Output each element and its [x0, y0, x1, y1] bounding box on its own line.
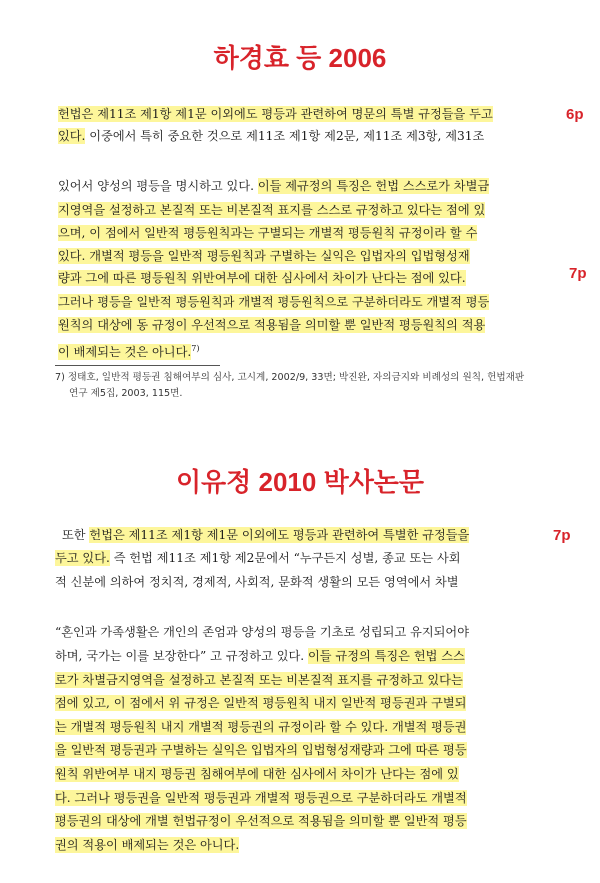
highlight: 을 일반적 평등권과 구별하는 실익은 입법자의 입법형성재량과 그에 따른 평등 — [55, 743, 467, 757]
s2-line-8 — [55, 717, 466, 738]
s1-line-8 — [58, 292, 489, 313]
highlight: 두고 있다. — [55, 551, 110, 565]
highlight: 평등권의 대상에 개별 헌법규정이 우선적으로 적용됨을 의미할 뿐 일반적 평등 — [55, 814, 467, 828]
s2-line-2 — [55, 548, 461, 569]
s2-line-1 — [62, 525, 469, 546]
s2-line-3 — [55, 572, 459, 593]
highlight: 있다. — [58, 129, 86, 143]
section2-title: 이유정 2010 박사논문 — [175, 467, 425, 497]
page-mark-7p: 7p — [569, 265, 587, 282]
s2-line-4 — [55, 622, 469, 643]
highlight: 점에 있고, 이 점에서 위 규정은 일반적 평등원칙 내지 일반적 평등권과 구별되 — [55, 696, 467, 710]
s2-line-5 — [55, 646, 465, 667]
footnote-line: 연구 제5집, 2003, 115면. — [69, 388, 183, 399]
page-mark-7p-2: 7p — [553, 527, 571, 544]
highlight: 지영역을 설정하고 본질적 또는 비본질적 표지를 스스로 규정하고 있다는 점에 있 — [58, 203, 486, 217]
s1-line-7 — [58, 268, 466, 289]
s2-line-6 — [55, 670, 463, 691]
plain-text: 적 신분에 의하여 정치적, 경제적, 사회적, 문화적 생활의 모든 영역에서 차별 — [55, 575, 459, 589]
footnote-divider — [55, 365, 220, 366]
highlight: 다. 그러나 평등권을 일반적 평등권과 개별적 평등권으로 구분하더라도 개별적 — [55, 791, 467, 805]
s1-line-10 — [58, 338, 199, 363]
plain-text: 즉 헌법 제11조 제1항 제2문에서 “누구든지 성별, 종교 또는 사회 — [109, 551, 461, 565]
s1-line-6 — [58, 246, 470, 267]
highlight: 권의 적용이 배제되는 것은 아니다. — [55, 838, 240, 852]
highlight: 이들 규정의 특징은 헌법 스스 — [308, 649, 465, 663]
highlight: 량과 그에 따른 평등원칙 위반여부에 대한 심사에서 차이가 난다는 점에 있다. — [58, 271, 466, 285]
s1-line-3 — [58, 176, 489, 197]
footnote — [55, 370, 555, 402]
highlight: 이 배제되는 것은 아니다. — [58, 345, 192, 360]
plain-text: 있어서 양성의 평등을 명시하고 있다. — [58, 179, 258, 193]
s1-line-5 — [58, 223, 477, 244]
s2-line-9 — [55, 740, 467, 761]
s2-line-13 — [55, 835, 239, 856]
highlight: 원칙 위반여부 내지 평등권 침해여부에 대한 심사에서 차이가 난다는 점에 있 — [55, 767, 459, 781]
s1-line-4 — [58, 200, 485, 221]
footnote-line: 7) 정태호, 일반적 평등권 침해여부의 심사, 고시계, 2002/9, 33면; 박진완, 자의금지와 비례성의 원칙, 헌법재판 — [55, 372, 525, 383]
s1-line-9 — [58, 315, 485, 336]
s2-line-12 — [55, 811, 467, 832]
section1-title: 하경효 등 2006 — [213, 43, 387, 73]
s2-line-7 — [55, 693, 466, 714]
plain-text: 또한 — [62, 528, 90, 542]
footnote-ref: 7) — [191, 344, 200, 353]
plain-text: 하며, 국가는 이를 보장한다” 고 규정하고 있다. — [55, 649, 309, 663]
s1-line-1 — [58, 104, 493, 125]
s1-line-2 — [58, 126, 484, 147]
s2-line-11 — [55, 788, 467, 809]
highlight: 으며, 이 점에서 일반적 평등원칙과는 구별되는 개별적 평등원칙 규정이라 할 수 — [58, 226, 478, 240]
s2-line-10 — [55, 764, 459, 785]
highlight: 로가 차별금지영역을 설정하고 본질적 또는 비본질적 표지를 규정하고 있다는 — [55, 673, 463, 687]
highlight: 있다. 개별적 평등을 일반적 평등원칙과 구별하는 실익은 입법자의 입법형성재 — [58, 249, 470, 263]
highlight: 헌법은 제11조 제1항 제1문 이외에도 평등과 관련하여 특별한 규정들을 — [89, 528, 470, 542]
highlight: 이들 제규정의 특징은 헌법 스스로가 차별금 — [257, 179, 490, 193]
highlight: 는 개별적 평등원칙 내지 개별적 평등권의 규정이라 할 수 있다. 개별적 평등권 — [55, 720, 467, 734]
plain-text: “혼인과 가족생활은 개인의 존엄과 양성의 평등을 기초로 성립되고 유지되어야 — [55, 625, 469, 639]
highlight: 그러나 평등을 일반적 평등원칙과 개별적 평등원칙으로 구분하더라도 개별적 평등 — [58, 295, 490, 309]
highlight: 원칙의 대상에 동 규정이 우선적으로 적용됨을 의미할 뿐 일반적 평등원칙의 적용 — [58, 318, 486, 332]
plain-text: 이중에서 특히 중요한 것으로 제11조 제1항 제2문, 제11조 제3항, 제31조 — [85, 129, 485, 143]
page-mark-6p: 6p — [566, 106, 584, 123]
highlight: 헌법은 제11조 제1항 제1문 이외에도 평등과 관련하여 명문의 특별 규정들을 두고 — [58, 107, 493, 121]
